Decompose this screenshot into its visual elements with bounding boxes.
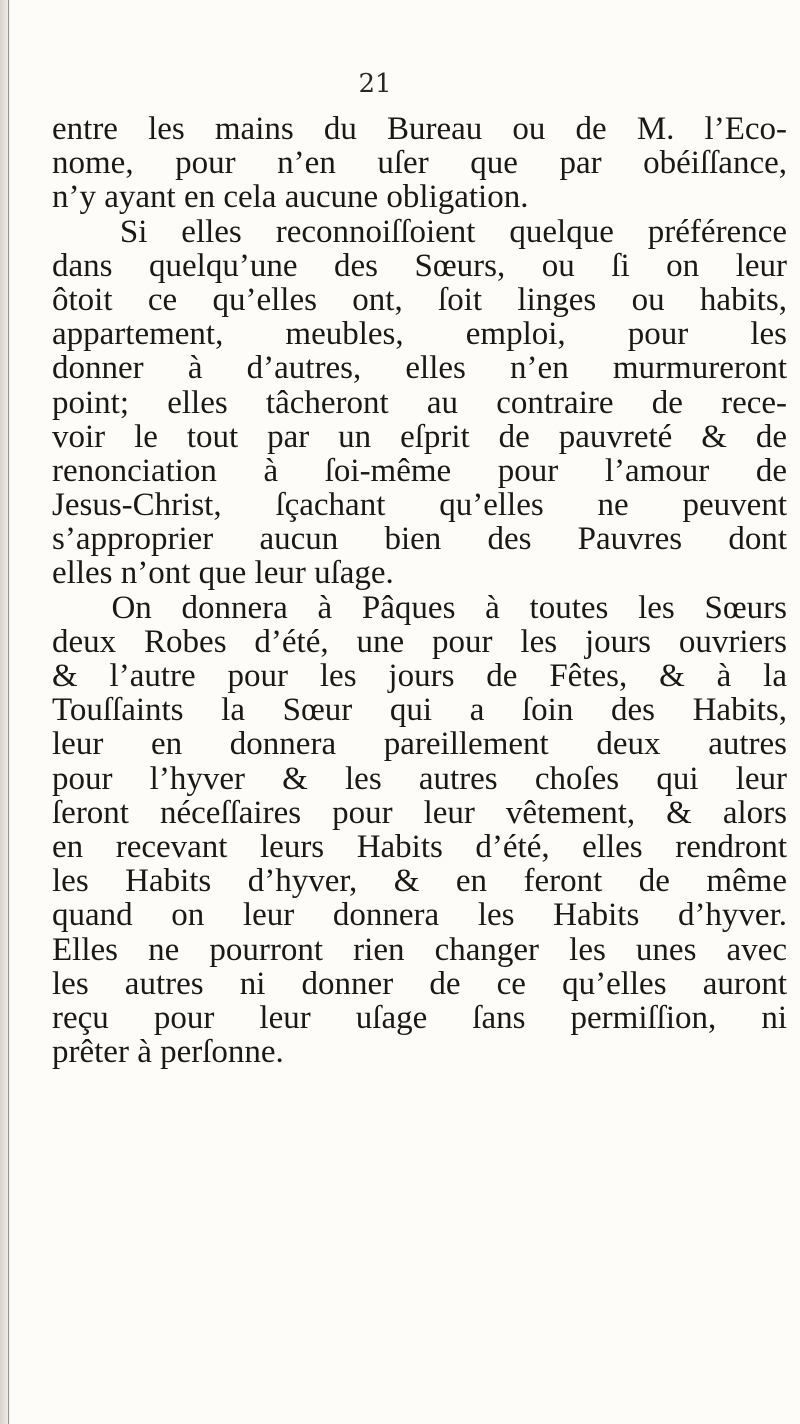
text-line: appartement, meubles, emploi, pour les — [52, 316, 787, 353]
text-line: deux Robes d’été, une pour les jours ouvriers — [52, 623, 787, 660]
text-line: ſeront néceſſaires pour leur vêtement, & alors — [52, 794, 787, 831]
text-line: elles n’ont que leur uſage. — [52, 555, 394, 592]
text-line: ôtoit ce qu’elles ont, ſoit linges ou habits, — [52, 281, 787, 318]
text-line: nome, pour n’en uſer que par obéiſſance, — [52, 145, 787, 182]
page-binding-line — [8, 0, 9, 1424]
text-line: s’approprier aucun bien des Pauvres dont — [52, 521, 787, 558]
text-line: pour l’hyver & les autres choſes qui leur — [52, 760, 787, 797]
text-line: & l’autre pour les jours de Fêtes, & à la — [52, 658, 787, 694]
text-line: n’y ayant en cela aucune obligation. — [52, 179, 529, 216]
text-line: voir le tout par un eſprit de pauvreté & de — [52, 418, 787, 455]
text-line: les Habits d’hyver, & en feront de même — [52, 863, 787, 900]
text-line: renonciation à ſoi-même pour l’amour de — [52, 452, 787, 489]
text-line: quand on leur donnera les Habits d’hyver. — [52, 897, 787, 934]
text-line: Touſſaints la Sœur qui a ſoin des Habits, — [52, 692, 787, 729]
text-line: en recevant leurs Habits d’été, elles rendront — [52, 828, 787, 865]
text-line: dans quelqu’une des Sœurs, ou ſi on leur — [52, 247, 787, 284]
text-line: donner à d’autres, elles n’en murmureront — [52, 350, 787, 387]
text-line: Elles ne pourront rien changer les unes avec — [52, 931, 787, 968]
text-line: leur en donnera pareillement deux autres — [52, 726, 787, 763]
text-line: entre les mains du Bureau ou de M. l’Eco- — [52, 111, 787, 147]
page-number: 21 — [358, 69, 392, 99]
text-line: prêter à perſonne. — [52, 1034, 284, 1071]
text-line: reçu pour leur uſage ſans permiſſion, ni — [52, 999, 787, 1036]
text-line: les autres ni donner de ce qu’elles auront — [52, 965, 787, 1002]
text-line: Jesus-Christ, ſçachant qu’elles ne peuvent — [52, 487, 787, 524]
text-line: On donnera à Pâques à toutes les Sœurs — [52, 589, 787, 626]
text-line: point; elles tâcheront au contraire de rece- — [52, 384, 787, 421]
text-line: Si elles reconnoiſſoient quelque préférence — [52, 213, 787, 250]
body-text — [52, 112, 787, 1069]
